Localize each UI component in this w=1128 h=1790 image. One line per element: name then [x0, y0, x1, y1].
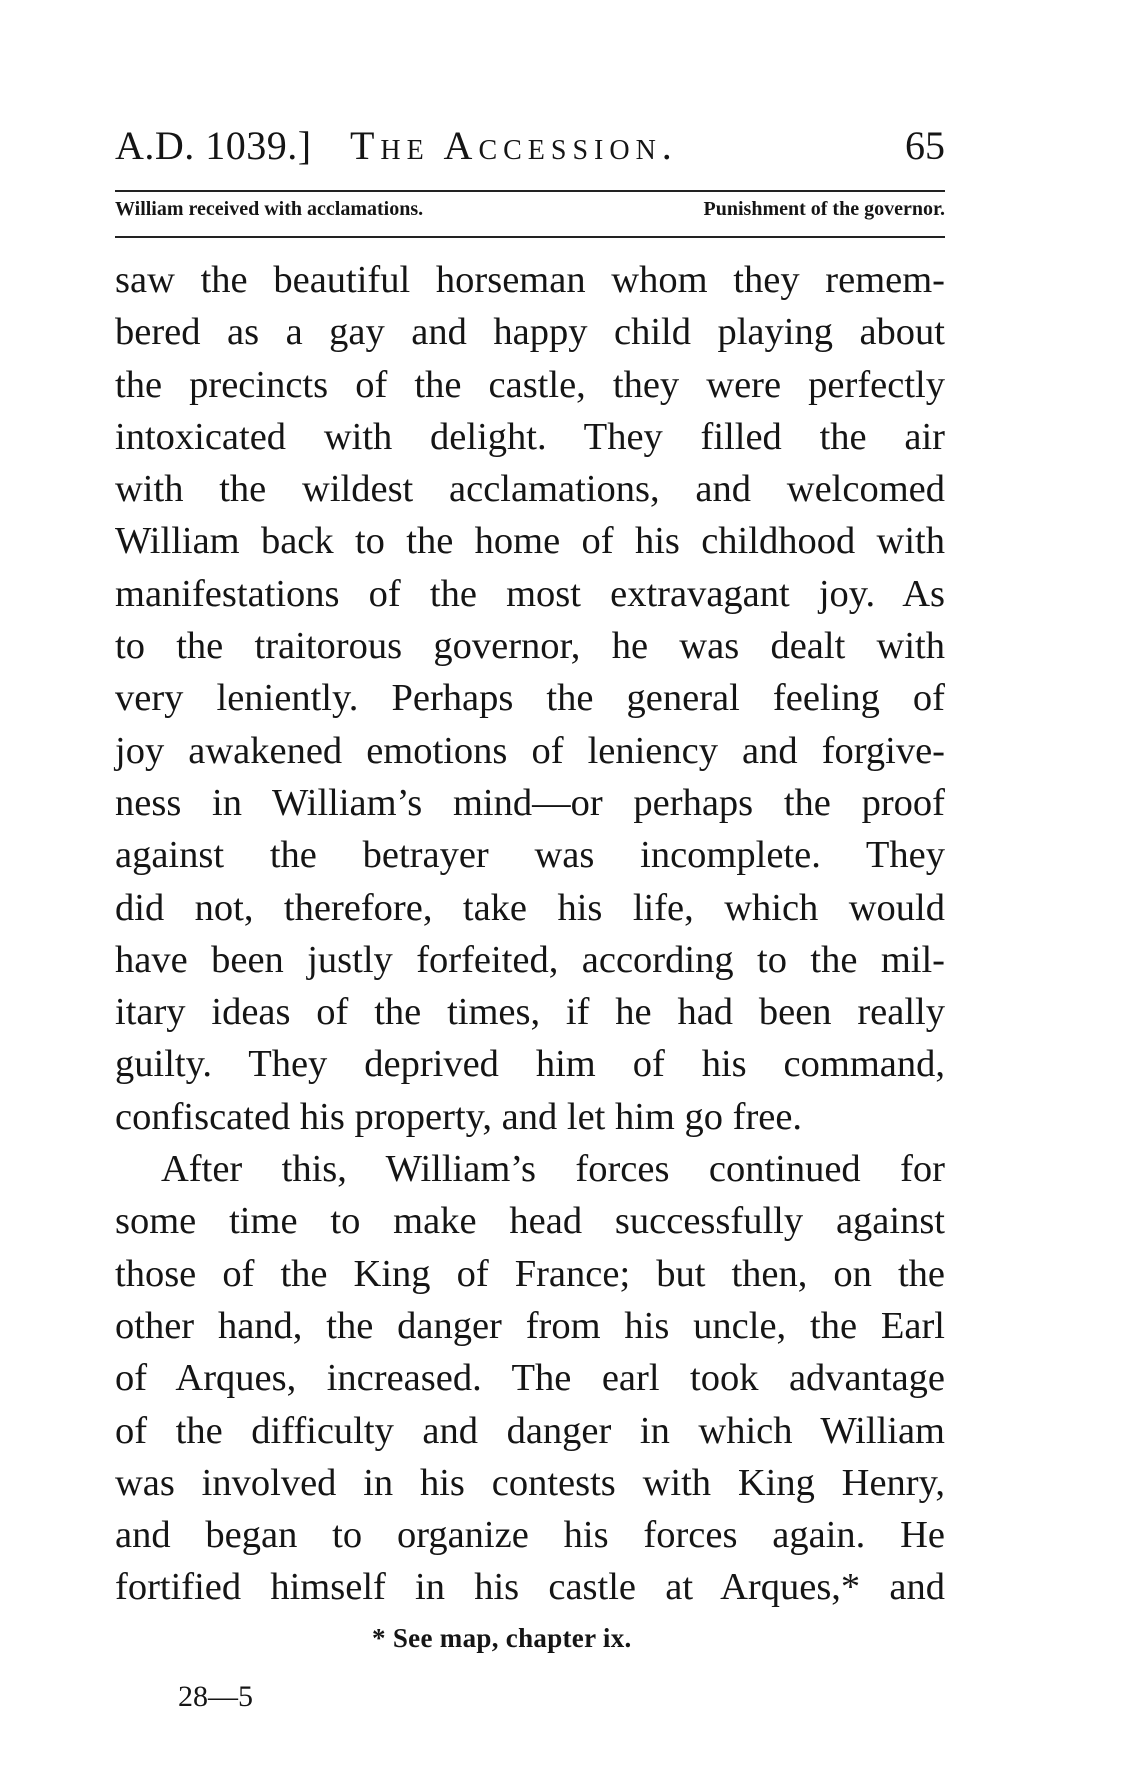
- text-line: saw the beautiful horseman whom they remem-: [115, 259, 945, 301]
- text-line: confiscated his property, and let him go free.: [115, 1095, 803, 1138]
- text-line: was involved in his contests with King Henry,: [115, 1461, 945, 1504]
- text-line: with the wildest acclamations, and welcomed: [115, 468, 945, 511]
- text-line: manifestations of the most extravagant joy. As: [115, 572, 945, 615]
- text-line: very leniently. Perhaps the general feeling of: [115, 677, 945, 720]
- header-rule-bottom: [115, 236, 945, 238]
- shoulder-notes: [115, 196, 945, 232]
- text-line: fortified himself in his castle at Arques,* and: [115, 1566, 945, 1609]
- text-line: of the difficulty and danger in which William: [115, 1409, 945, 1452]
- text-line: itary ideas of the times, if he had been really: [115, 991, 945, 1034]
- running-head: [115, 122, 945, 178]
- text-line: guilty. They deprived him of his command,: [115, 1043, 945, 1086]
- text-line: After this, William’s forces continued for: [161, 1148, 945, 1191]
- text-line: of Arques, increased. The earl took advantage: [115, 1357, 945, 1400]
- shoulder-note-left: William received with acclamations.: [115, 198, 424, 220]
- text-line: the precincts of the castle, they were perfectly: [115, 363, 945, 406]
- text-line: against the betrayer was incomplete. They: [115, 834, 945, 877]
- text-line: intoxicated with delight. They filled the air: [115, 415, 945, 458]
- text-line: joy awakened emotions of leniency and forgive-: [115, 729, 945, 772]
- text-line: to the traitorous governor, he was dealt with: [115, 625, 945, 668]
- header-date: A.D. 1039.]: [115, 123, 312, 168]
- printer-signature: 28—5: [178, 1680, 253, 1713]
- text-line: ness in William’s mind—or perhaps the proof: [115, 781, 945, 824]
- paragraph-2: [115, 1143, 945, 1614]
- shoulder-note-right: Punishment of the governor.: [703, 198, 945, 220]
- body-text: [115, 254, 945, 1614]
- text-line: other hand, the danger from his uncle, the Earl: [115, 1304, 945, 1347]
- text-line: bered as a gay and happy child playing about: [115, 311, 945, 354]
- text-line: some time to make head successfully against: [115, 1200, 945, 1243]
- header-rule-top: [115, 190, 945, 192]
- text-line: did not, therefore, take his life, which would: [115, 886, 945, 929]
- text-line: and began to organize his forces again. He: [115, 1514, 945, 1557]
- footnote: * See map, chapter ix.: [372, 1623, 632, 1653]
- page-number: 65: [905, 123, 945, 168]
- text-line: have been justly forfeited, according to the mil-: [115, 938, 945, 981]
- header-title: The Accession.: [350, 123, 678, 168]
- text-line: William back to the home of his childhood with: [115, 520, 945, 563]
- text-line: those of the King of France; but then, on the: [115, 1252, 945, 1295]
- paragraph-1: [115, 254, 945, 1143]
